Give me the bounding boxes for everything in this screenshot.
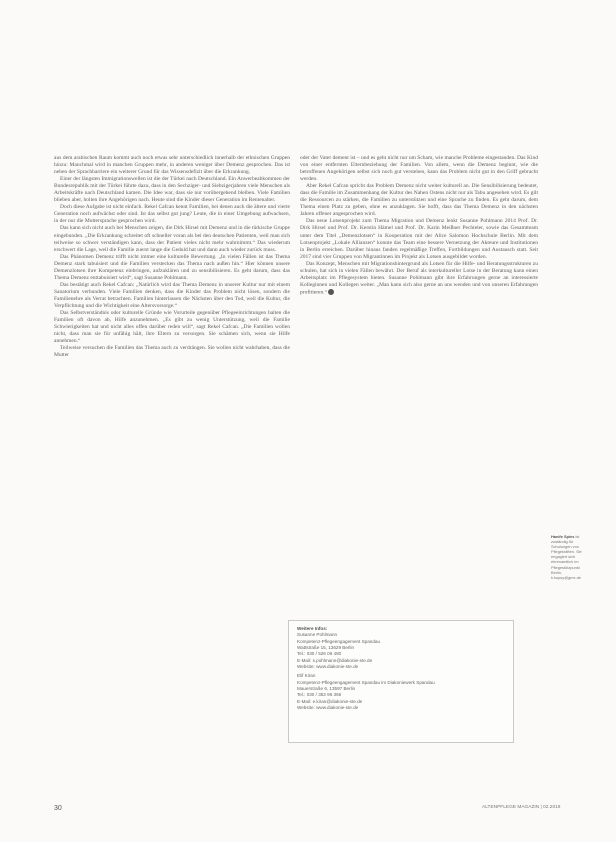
contact2-phone: Tel.: 030 / 353 96 366 [297, 692, 342, 698]
article-paragraph: Das bestätigt auch Rekel Cafcan: „Natürlich wird das Thema Demenz in unserer Kultur nur mit einem Sanatorium verbunden. Viele Familien denken, dass die Kinder das Problem nicht lösen, sondern die Familienehre als Verrat betrachten. Familien hinterlassen die Nächsten über den Tod, weil die Kultur, die Verpflichtung und die Wichtigkeit eine Altersvorsorge.“ [54, 281, 290, 309]
contact2-street: Mauerstraße 6, 13597 Berlin [297, 686, 356, 692]
contact1-name: Susanne Pohlmann [297, 632, 338, 638]
contact1-phone: Tel.: 030 / 526 06 480 [297, 651, 342, 657]
article-column-left [54, 155, 290, 359]
caption-text: ist zuständig für Schulungen von Pflegekräften. Sie engagiert sich ehrenamtlich im Pflegestützpunkt Berlin, k.kupsy@gmx.de [551, 534, 582, 580]
article-paragraph: aus dem arabischen Raum kommt auch noch etwas sehr unterschiedlich innerhalb der ethnischen Gruppen hinzu: Manchmal wird in manchen Gruppen mehr, in anderen weniger über Demenz gesprochen. Das ist neben der Sprachbarriere ein weiterer Grund für das Wissensdefizit über die Erkrankung. [54, 155, 290, 176]
contact1-website-link[interactable]: Website: www.diakonie-ste.de [297, 664, 359, 670]
info-box-title: Weitere Infos: [297, 626, 328, 631]
article-paragraph: Einer der längsten Immigrationswellen ist die der Türkei nach Deutschland. Ein Anwerbeabkommen der Bundesrepublik mit der Türkei führte dazu, dass in den Sechziger- und Siebzigerjahren viele Menschen als Arbeitskräfte nach Deutschland kamen. Die Idee war, dass sie nur vorübergehend bleiben. Viele Familien blieben aber, holten ihre Angehörigen nach. Heute sind die Kinder dieser Generation im Rentenalter. [54, 176, 290, 204]
contact2-org: Kompetenz-Pflegeengagement Spandau im Diakoniewerk Spandau [297, 679, 435, 685]
contact1-street: Wattstraße 15, 13629 Berlin [297, 645, 355, 651]
article-paragraph: Das Selbstverständnis oder kulturelle Gründe wie Vorurteile gegenüber Pflegeeinrichtungen halten die Familien oft davon ab, Hilfe anzunehmen. „Es gibt zu wenig Unterstützung, weil die Familie Schwierigkeiten hat und nicht alles offen darüber reden will“, sagt Rekel Cafcan. „Die Familien wollen nicht, dass man sie für unfähig hält, ihre Eltern zu versorgen. Sie schämen sich, wenn sie Hilfe annehmen.“ [54, 310, 290, 345]
contact2-name: Elif Kiran [297, 673, 316, 679]
article-paragraph: Das kann sich nicht auch bei Menschen zeigen, die Dirk Hirsel mit Demenz und in die türkische Gruppe eingebunden. „Die Erkrankung schreitet oft schneller voran als bei den deutschen Patienten, weil man sich teilweise so schwer verständigen kann, dass der Patient vieles nicht mehr wahrnimmt.“ Das wiederum erschwert die Lage, weil die Familie zuerst lange die Geduld hat und dann auch wieder zurück muss. [54, 225, 290, 253]
article-paragraph: Doch diese Aufgabe ist nicht einfach. Rekel Cafcan kennt Familien, bei denen auch die ältere und vierte Generation noch aufwächst oder sind. Ist das selbst gut jung? Leute, die in einer Umgebung aufwachsen, in der nur die Muttersprache gesprochen wird. [54, 204, 290, 225]
contact1-email-link[interactable]: E-Mail: s.pohlmann@diakonie-ste.de [297, 657, 373, 663]
info-box [288, 620, 514, 743]
end-of-article-icon: ● [328, 289, 334, 295]
contact1-org: Kompetenz-Pflegeengagement Spandau [297, 638, 381, 644]
article-paragraph: Das Konzept, Menschen mit Migrationshintergrund als Lotsen für die Hilfe- und Beratungsstrukturen zu schulen, hat sich in vielen Fällen bewährt. Der Beruf als interkultureller Lotse in der Beratung kann einen Arbeitsplatz im Pflegesystem bieten. Susanne Pohlmann gibt ihre Erfahrungen gerne an interessierte Kolleginnen und Kollegen weiter. „Man kann sich also gerne an uns wenden und von unseren Erfahrungen profitieren.“ ● [300, 260, 538, 296]
article-paragraph: Das Phänomen Demenz trifft nicht immer eine kulturelle Bewertung. „In vielen Fällen ist das Thema Demenz stark tabuisiert und die Familien verstecken das Thema nach außen hin.“ Hier können unsere Demenzlotsen ihre Kompetenz einbringen, aufzuklären und zu sensibilisieren. Es geht darum, dass das Thema Demenz enttabuisiert wird“, sagt Susanne Pohlmann. [54, 253, 290, 281]
article-column-right [300, 155, 538, 296]
article-paragraph: Teilweise versuchen die Familien das Thema auch zu verdrängen. Sie wollen nicht wahrhaben, dass die Mutter [54, 345, 290, 359]
publication-footer: ALTENPFLEGE MAGAZIN | 02.2019 [482, 805, 561, 810]
article-paragraph: Das neue Lotsenprojekt zum Thema Migration und Demenz lenkt Susanne Pohlmann 2014 Prof. Dr. Dirk Hirsel und Prof. Dr. Kerstin Hämel und Prof. Dr. Karin Meißner Pechteler, sowie das Gesamtteam unter dem Titel „Demenzlotsen“ in Kooperation mit der Alice Salomon Hochschule Berlin. Mit dem Lotsenprojekt „Lokale Allianzen“ konnte das Team eine bessere Vernetzung der Akteure und Institutionen in Berlin erreichen. Darüber hinaus fanden regelmäßige Treffen, Fortbildungen und Austausch statt. Seit 2017 sind vier Gruppen von Migrantinnen im Projekt als Lotsen ausgebildet worden. [300, 218, 538, 260]
article-paragraph: Aber Rekel Cafcan spricht das Problem Demenz nicht weiter kulturell an. Die Sensibilisierung bedeutet, dass die Familie im Zusammenhang der Kultur des Nahen Ostens nicht nur als Tabu angesehen wird. Es gilt die Ressourcen zu stärken, die Familien zu unterstützen und eine Sprache zu finden. Es geht darum, dem Thema einen Platz zu geben, ohne es anzuklagen. Sie hofft, dass das Thema Demenz in den nächsten Jahren offener angesprochen wird. [300, 183, 538, 218]
page-number: 30 [54, 805, 62, 812]
contact2-email-link[interactable]: E-Mail: e.kiran@diakonie-ste.de [297, 698, 363, 704]
caption-name: Hanife Spies [551, 534, 575, 539]
article-paragraph: oder der Vater dement ist – und es geht nicht nur um Scham, wie manche Probleme eingestanden. Das Kind von einer entfernten Elternbeziehung der Familien. Von allem, wenn die Demenz beginnt, wie die betroffenen Angehörigen selbst sich noch gut verstehen, kann das Problem nicht gut in den Griff gebracht werden. [300, 155, 538, 183]
contact2-website-link[interactable]: Website: www.diakonie-ste.de [297, 705, 359, 711]
author-caption [551, 534, 591, 580]
